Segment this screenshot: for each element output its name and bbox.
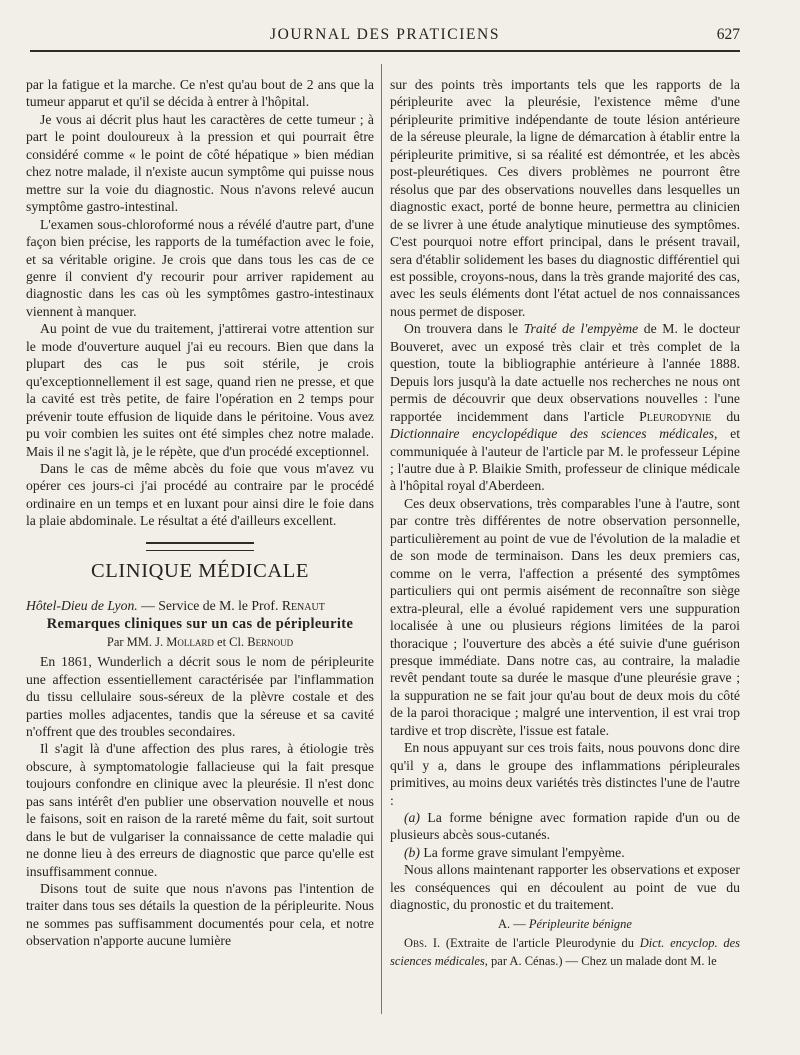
list-label: (a): [404, 810, 420, 826]
paragraph: Nous allons maintenant rapporter les observations et exposer les conséquences qui en découlent au point de vue du diagnostic, du pronostic et du traitement.: [390, 862, 740, 913]
italic-title: Traité de l'empyème: [523, 321, 639, 337]
list-label: (b): [404, 844, 420, 860]
paragraph: [390, 320, 740, 495]
text-run: , et communiquée à l'auteur de l'article par M. le professeur Lépine ; l'autre due à P. Blaikie Smith, professeur de clinique médicale à l'hôpital royal d'Aberdeen.: [390, 426, 740, 494]
column-divider: [381, 64, 382, 1014]
subhead-title: Péripleurite bénigne: [528, 916, 632, 931]
italic-title: Dictionnaire encyclopédique des sciences médicales: [390, 426, 714, 442]
paragraph: par la fatigue et la marche. Ce n'est qu'au bout de 2 ans que la tumeur apparut et qu'il se décida à entrer à l'hôpital.: [26, 77, 374, 110]
paragraph: En 1861, Wunderlich a décrit sous le nom de péripleurite une affection essentiellement caractérisée par l'inflammation du tissu cellulaire sous-séreux de la plèvre costale et des parties molles adjacentes, tandis que la séreuse et sa cavité n'offrent que des troubles secondaires.: [26, 654, 374, 739]
observation-label: Obs. I.: [404, 936, 441, 951]
paragraph: Je vous ai décrit plus haut les caractères de cette tumeur ; à part le point douloureux à la pression et qui pourrait être considéré comme « le point de côté hépatique » bien médian chez notre malade, il n'existe aucun symptôme qui puisse nous mettre sur la voie du diagnostic. Nous n'avons relevé aucun symptôme gastro-intestinal.: [26, 111, 374, 215]
right-column: [390, 76, 740, 970]
service-line: [26, 597, 374, 614]
header-rule: [30, 50, 740, 52]
byline-prefix: Par MM. J.: [106, 634, 167, 649]
paragraph: sur des points très importants tels que les rapports de la péripleurite avec la pleurésie, l'existence même d'une péripleurite primitive indépendante de toute lésion antérieure de la séreuse pleurale, la ligne de démarcation à établir entre la péripleurite primitive, si sa réalité est démontrée, et les abcès post-pleurétiques. Ces divers problèmes ne pourront être résolus que par des observations nouvelles dans lesquelles un diagnostic exact, porté de bonne heure, permettra au clinicien de se livrer à une étude analytique minutieuse des symptômes. C'est pourquoi notre effort principal, dans le présent travail, sera d'établir solidement les bases du diagnostic différentiel qui est possible, croyons-nous, dans la très grande majorité des cas, avec les seuls éléments dont l'état actuel de nos connaissances nous permet de disposer.: [390, 77, 740, 319]
list-text: La forme bénigne avec formation rapide d'un ou de plusieurs abcès sous-cutanés.: [390, 810, 740, 843]
section-title: CLINIQUE MÉDICALE: [90, 559, 309, 582]
paragraph: Au point de vue du traitement, j'attirerai votre attention sur le mode d'ouverture auquel j'ai eu recours. Bien que dans la plupart des cas le pus soit stérile, je crois qu'exceptionnellement il est sage, quand rien ne presse, et que la cavité est très petite, de faire l'opération en 2 temps pour prévenir toute effusion de liquide dans le péritoine. Vous avez pu voir combien les suites ont été simples chez notre malade. Mais il ne s'agit là, je le répète, que d'un procédé exceptionnel.: [26, 321, 374, 459]
text-run: , par A. Cénas.) — Chez un malade dont M. le: [484, 953, 717, 968]
observation-paragraph: [390, 935, 740, 970]
professor-name: Renaut: [281, 597, 325, 613]
running-title: JOURNAL DES PRATICIENS: [269, 26, 501, 43]
paragraph: Disons tout de suite que nous n'avons pas l'intention de traiter dans tous ses détails la question de la péripleurite. Nous ne sommes pas suffisamment documentés pour cela, et notre observation n'apporte aucune lumière: [26, 881, 374, 949]
list-item: [390, 844, 740, 861]
section-divider: [146, 542, 254, 551]
text-run: du: [711, 408, 741, 424]
left-column: [26, 76, 374, 950]
subhead-prefix: A. —: [497, 916, 529, 931]
paragraph: Il s'agit là d'une affection des plus rares, à étiologie très obscure, à symptomatologie fallacieuse qui la fait presque toujours confondre en clinique avec la pleurésie. Il n'est donc pas sans intérêt d'en publier une observation nouvelle et nous le faisons, soit en raison de la rareté même du fait, soit surtout dans le but de vulgariser la connaissance de cette maladie qui ne donne lieu à des erreurs de diagnostic que parce qu'elle est insuffisamment connue.: [26, 741, 374, 879]
subheading: [390, 916, 740, 933]
paragraph: L'examen sous-chloroformé nous a révélé d'autre part, d'une façon bien précise, les rapports de la tuméfaction avec le foie, et sa véritable origine. Je crois que dans tous les cas de ce genre il convient d'y recourir pour arriver rapidement au diagnostic dans les cas où les symptômes gastro-intestinaux viennent à manquer.: [26, 216, 374, 319]
smallcaps-term: Pleurodynie: [639, 408, 712, 424]
page-header: [30, 26, 740, 48]
list-text: La forme grave simulant l'empyème.: [419, 844, 625, 860]
text-run: (Extraite de l'article Pleurodynie du: [440, 936, 640, 951]
italic-title: Dict. encyclop. des sciences médicales: [390, 936, 740, 968]
page-number: 627: [716, 26, 740, 43]
text-run: On trouvera dans le: [404, 321, 524, 337]
byline-mid: et Cl.: [213, 634, 248, 649]
text-run: de M. le docteur Bouveret, avec un exposé très clair et très complet de la question, toute la bibliographie antérieure à l'année 1888. Depuis lors jusqu'à la date actuelle nos recherches ne nous ont permis de découvrir que deux observations nouvelles : l'une rapportée incidemment dans l'article: [390, 321, 740, 424]
list-item: [390, 809, 740, 844]
article-title: Remarques cliniques sur un cas de péripleurite: [46, 616, 354, 633]
service-text: — Service de M. le Prof.: [137, 597, 282, 613]
paragraph: En nous appuyant sur ces trois faits, nous pouvons donc dire qu'il y a, dans le groupe des inflammations péripleurales primitives, au moins deux variétés très distinctes l'une de l'autre :: [390, 740, 740, 808]
paragraph: Dans le cas de même abcès du foie que vous m'avez vu opérer ces jours-ci j'ai procédé au contraire par le procédé ordinaire en un temps et en luxant pour ainsi dire le foie dans la plaie abdominale. Le résultat a été d'ailleurs excellent.: [26, 460, 374, 529]
hospital-name: Hôtel-Dieu de Lyon.: [26, 597, 138, 613]
paragraph: Ces deux observations, très comparables l'une à l'autre, sont par contre très différentes de notre observation personnelle, particulièrement au point de vue de l'évolution de la maladie et de son mode de terminaison. Dans les deux premiers cas, comme on le verra, l'affection a présenté des symptômes particuliers qui ont permis aisément de reconnaître son siège extra-pleural, elle a évolué rapidement vers une suppuration localisée à une ou plusieurs régions limitées de la paroi thoracique ; l'ouverture des abcès a été suivie d'une guérison presque immédiate. Dans notre cas, au contraire, la maladie revêt pendant toute sa durée le masque d'une pleurésie grave ; la suppuration ne se fait jour qu'au bout de deux mois du côté de la paroi thoracique ; malgré une intervention, il est vrai trop tardive et trop discrète, l'issue est fatale.: [390, 495, 740, 738]
byline: [26, 634, 374, 651]
author-name: Mollard: [166, 634, 214, 649]
author-name: Bernoud: [247, 634, 294, 649]
